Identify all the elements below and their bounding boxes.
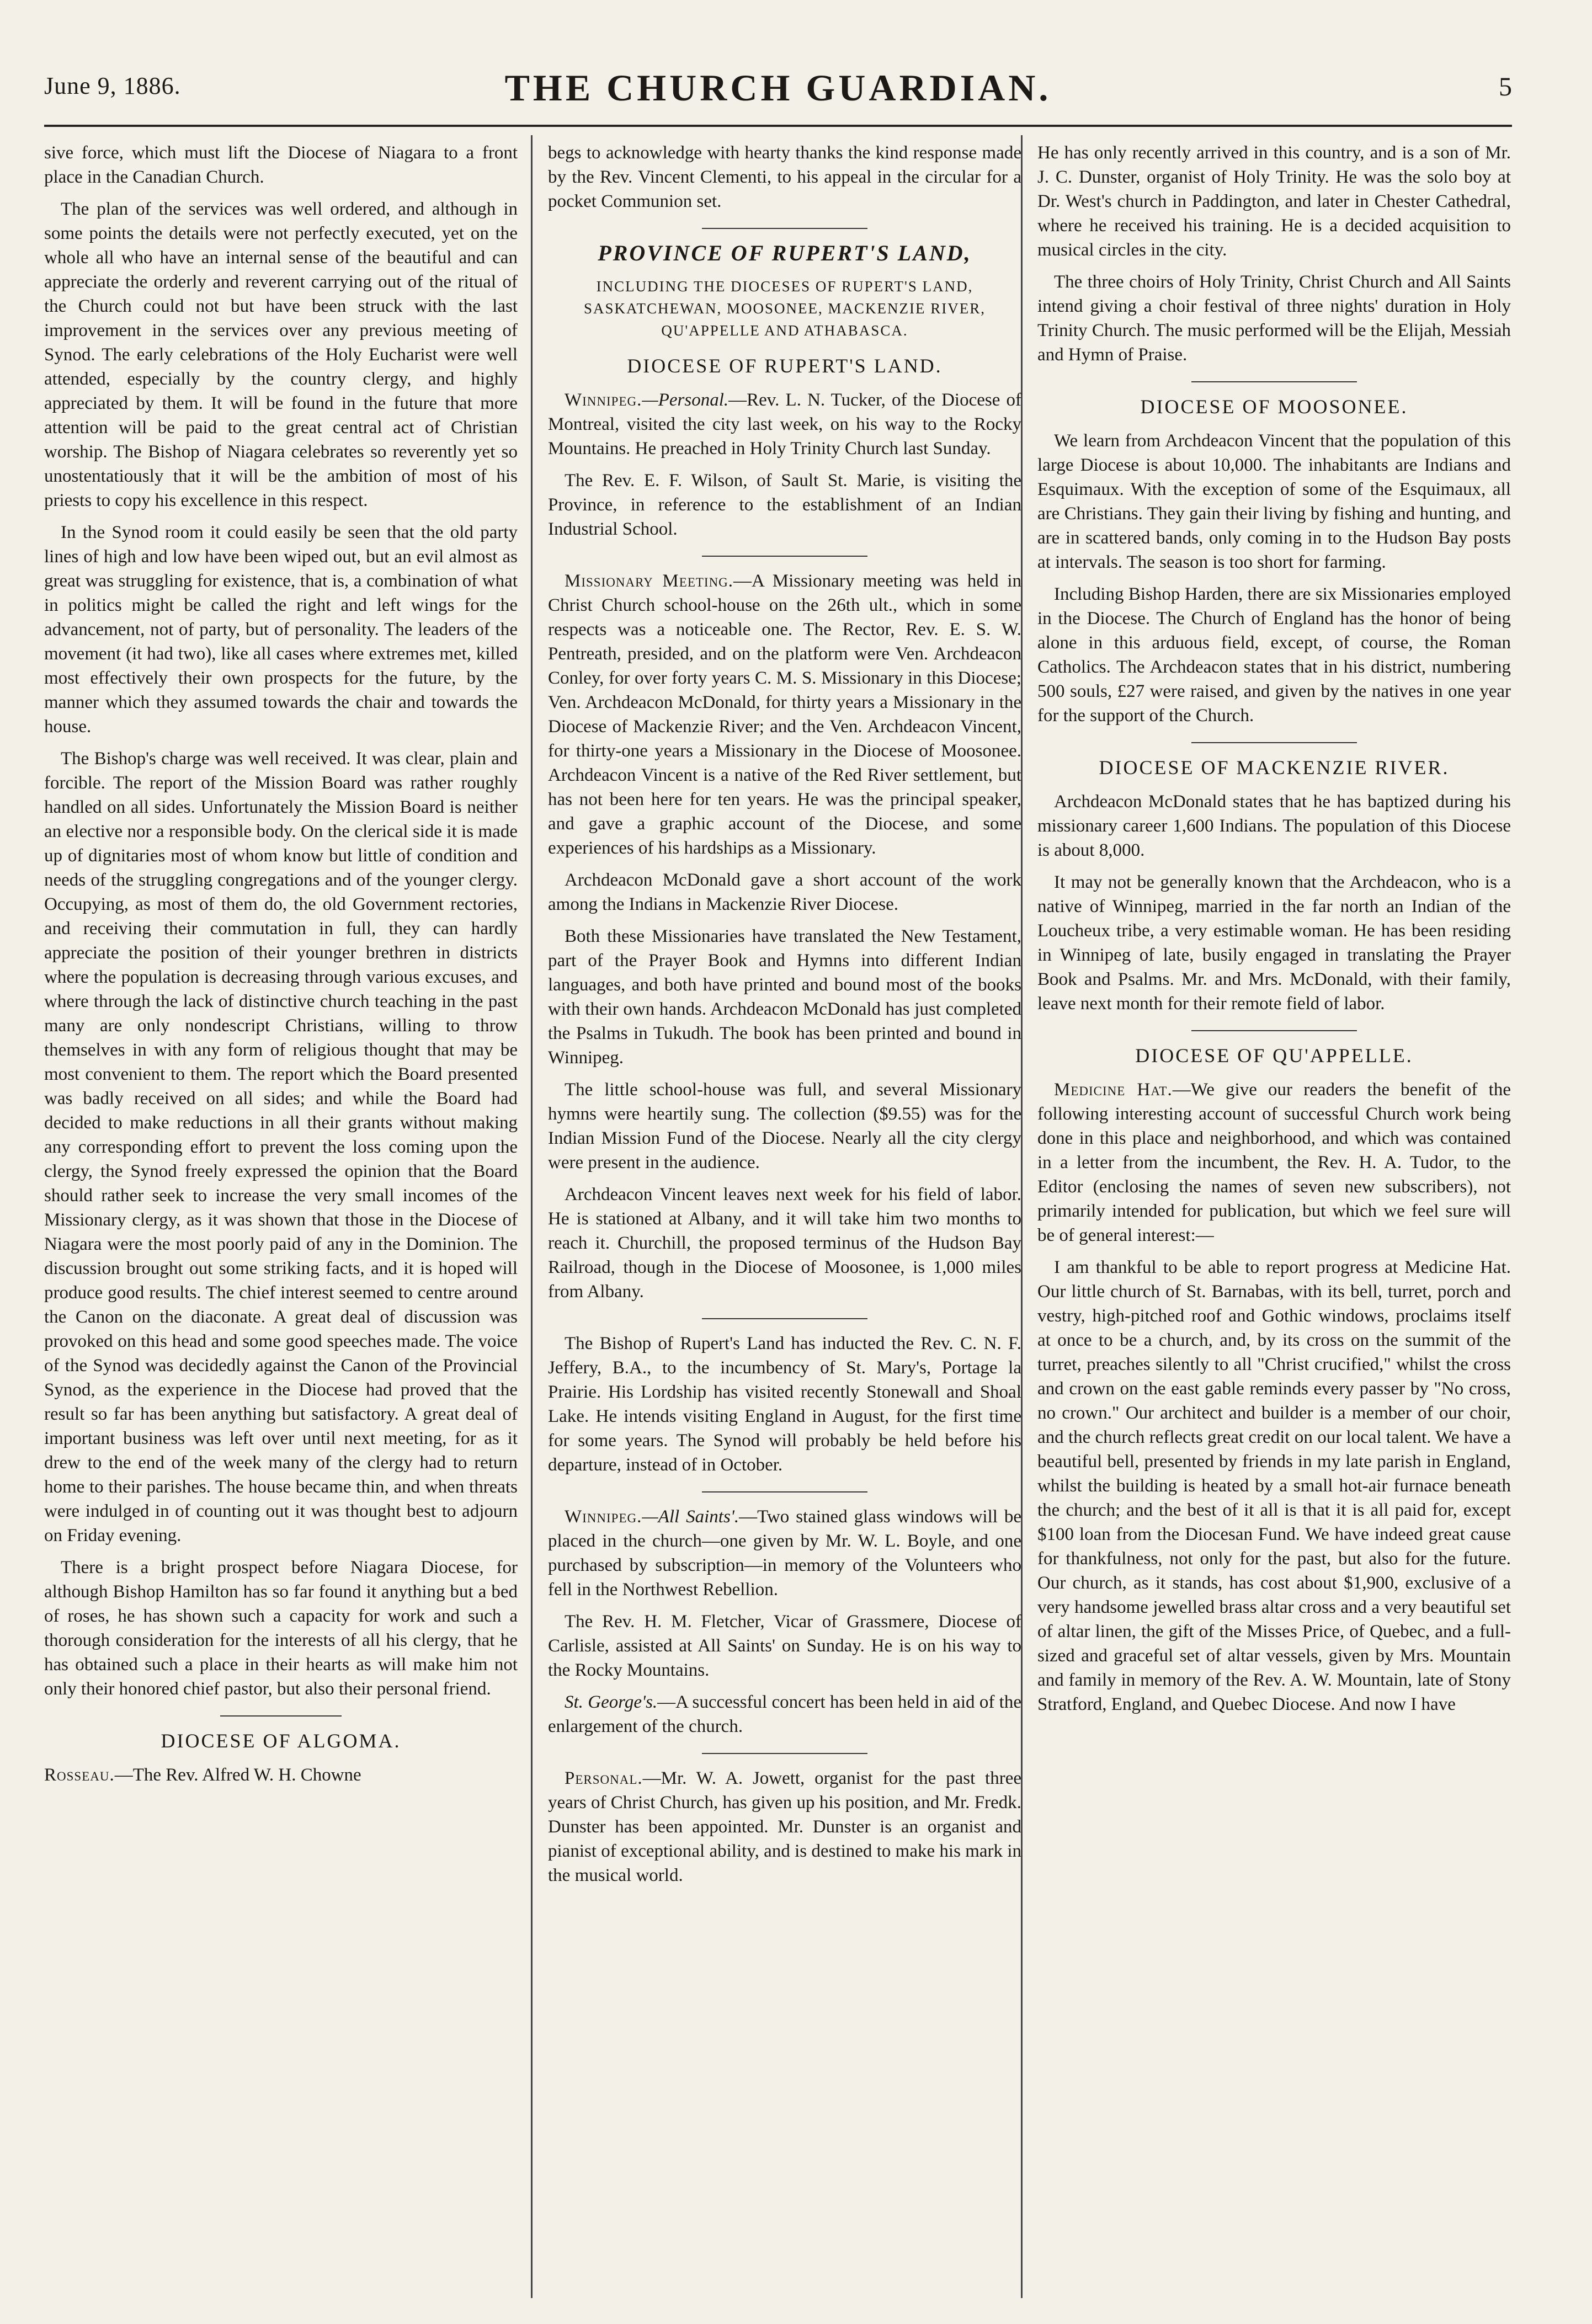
paragraph [44, 1763, 518, 1787]
paragraph [548, 388, 1021, 461]
column-3 [1037, 141, 1511, 2293]
heading-diocese-quappelle: DIOCESE OF QU'APPELLE. [1135, 1044, 1413, 1067]
section-divider [702, 1753, 867, 1754]
paragraph: The Rev. H. M. Fletcher, Vicar of Grassmere, Diocese of Carlisle, assisted at All Saints' on Sunday. He is on his way to the Rocky Mountains. [548, 1612, 1021, 1680]
paragraph [548, 1505, 1021, 1602]
paragraph-text: —We give our readers the benefit of the following interesting account of successful Church work being done in this place and neighborhood, and which was contained in a letter from the incumbent, the Rev. H. A. Tudor, to the Editor (enclosing the names of seven new subscribers), not primarily intended for publication, but which we feel sure will be of general interest:— [1037, 1080, 1511, 1245]
paragraph: Archdeacon Vincent leaves next week for his field of labor. He is stationed at Albany, and it will take him two months to reach it. Churchill, the proposed terminus of the Hudson Bay Railroad, though in the Diocese of Moosonee, is 1,000 miles from Albany. [548, 1185, 1021, 1302]
dateline: Missionary Meeting. [565, 571, 734, 591]
section-divider [1191, 1030, 1357, 1031]
dateline: Personal. [565, 1768, 643, 1788]
paragraph-text: —Rev. L. N. Tucker, of the Diocese of Montreal, visited the city last week, on his way to the Rocky Mountains. He preached in Holy Trinity Church last Sunday. [548, 390, 1021, 459]
subhead: —Personal. [642, 390, 729, 410]
paragraph: The little school-house was full, and several Missionary hymns were heartily sung. The collection ($9.55) was for the Indian Mission Fund of the Diocese. Nearly all the city clergy were present in the audience. [548, 1080, 1021, 1172]
dateline: Winnipeg. [565, 390, 642, 410]
paragraph: Archdeacon McDonald states that he has baptized during his missionary career 1,600 Indians. The population of this Diocese is about 8,000. [1037, 792, 1511, 860]
newspaper-title: THE CHURCH GUARDIAN. [504, 67, 1052, 109]
paragraph-text: —Mr. W. A. Jowett, organist for the past three years of Christ Church, has given up his position, and Mr. Fredk. Dunster has been appointed. Mr. Dunster is an organist and pianist of exceptional ability, and is destined to make his mark in the musical world. [548, 1768, 1021, 1885]
masthead [44, 66, 1512, 116]
paragraph: There is a bright prospect before Niagara Diocese, for although Bishop Hamilton has so far found it anything but a bed of roses, he has shown such a capacity for work and such a thorough consideration for the interests of all his clergy, that he has obtained such a place in their hearts as will make him not only their honored chief pastor, but also their personal friend. [44, 1558, 518, 1699]
section-divider [220, 1715, 342, 1717]
column-rule [531, 135, 533, 2298]
paragraph: begs to acknowledge with hearty thanks the kind response made by the Rev. Vincent Clementi, to his appeal in the circular for a pocket Communion set. [548, 143, 1021, 211]
paragraph: The Rev. E. F. Wilson, of Sault St. Marie, is visiting the Province, in reference to the establishment of an Indian Industrial School. [548, 471, 1021, 539]
heading-diocese-algoma: DIOCESE OF ALGOMA. [161, 1730, 401, 1752]
section-divider [1191, 742, 1357, 743]
section-divider [1191, 381, 1357, 382]
paragraph: I am thankful to be able to report progress at Medicine Hat. Our little church of St. Barnabas, with its bell, turret, porch and vestry, high-pitched roof and Gothic windows, proclaims itself at once to be a church, and, by its cross on the summit of the turret, preaches silently to all "Christ crucified," whilst the cross and crown on the east gable reminds every passer by "No cross, no crown." Our architect and builder is a member of our choir, and the church reflects great credit on our local talent. We have a beautiful bell, presented by friends in my late parish in England, whilst the building is heated by a small hot-air furnace beneath the church; and the best of it all is that it is all paid for, except $100 loan from the Diocesan Fund. We have indeed great cause for thankfulness, not only for the past, but also for the future. Our church, as it stands, has cost about $1,900, exclusive of a very handsome jewelled brass altar cross and a very beautiful set of altar linen, the gift of the Misses Price, of Quebec, and a full-sized and graceful set of altar vessels, given by Mrs. Mountain and family in memory of the Rev. A. W. Mountain, late of Stony Stratford, England, and Quebec Diocese. And now I have [1037, 1257, 1511, 1714]
paragraph: The three choirs of Holy Trinity, Christ Church and All Saints intend giving a choir festival of three nights' duration in Holy Trinity Church. The music performed will be the Elijah, Messiah and Hymn of Praise. [1037, 272, 1511, 365]
column-2 [548, 141, 1021, 2293]
paragraph-text: —A Missionary meeting was held in Christ Church school-house on the 26th ult., which in some respects was a noticeable one. The Rector, Rev. E. S. W. Pentreath, presided, and on the platform were Ven. Archdeacon Conley, for over forty years C. M. S. Missionary in this Diocese; Ven. Archdeacon McDonald, for thirty years a Missionary in the Diocese of Mackenzie River; and the Ven. Archdeacon Vincent, for thirty-one years a Missionary in the Diocese of Moosonee. Archdeacon Vincent is a native of the Red River settlement, but has not been here for ten years. He was the principal speaker, and gave a graphic account of the Diocese, and some experiences of his hardships as a Missionary. [548, 571, 1021, 858]
paragraph-text: —The Rev. Alfred W. H. Chowne [114, 1765, 361, 1785]
subhead: St. George's. [565, 1692, 658, 1712]
paragraph: In the Synod room it could easily be seen that the old party lines of high and low have been wiped out, but an evil almost as great was struggling for existence, that is, a combination of what in politics might be called the right and left wings for the advancement, not of party, but of personality. The leaders of the movement (it had two), like all cases where extremes met, killed most effectively their own prospects for the future, by the manner which they assumed towards the chair and towards the house. [44, 523, 518, 737]
heading-province-ruperts-land: PROVINCE OF RUPERT'S LAND, [598, 241, 972, 265]
issue-date: June 9, 1886. [44, 72, 181, 99]
section-divider [702, 228, 867, 229]
dateline: Winnipeg. [565, 1507, 642, 1527]
paragraph: He has only recently arrived in this country, and is a son of Mr. J. C. Dunster, organist of Holy Trinity. He was the solo boy at Dr. West's church in Paddington, and later in Chester Cathedral, where he received his training. He is a decided acquisition to musical circles in the city. [1037, 143, 1511, 260]
paragraph: The Bishop's charge was well received. It was clear, plain and forcible. The report of the Mission Board was rather roughly handled on all sides. Unfortunately the Mission Board is neither an elective nor a responsible body. On the clerical side it is made up of dignitaries most of whom know but little of condition and needs of the struggling congregations and of the younger clergy. Occupying, as most of them do, the old Government rectories, and receiving their commutation in full, they can hardly appreciate the position of their younger brethren in districts where the population is decreasing through various excuses, and where through the lack of distinctive church teaching in the past many are only nondescript Christians, willing to throw themselves in with any form of religious thought that may be most convenient to them. The report which the Board presented was badly received on all sides; and while the Board had decided to make reductions in all their grants without making any corresponding effort to prevent the loss coming upon the clergy, the Synod freely expressed the opinion that the Board should rather seek to increase the very small incomes of the Missionary clergy, as it was shown that those in the Diocese of Niagara were the most poorly paid of any in the Dominion. The discussion brought out some striking facts, and it is hoped will produce good results. The chief interest seemed to centre around the Canon on the diaconate. A great deal of discussion was provoked on this head and some good speeches made. The voice of the Synod was decidedly against the Canon of the Provincial Synod, as the experience in the Diocese had proved that the result so far has been anything but satisfactory. A great deal of important business was left over until next meeting, for as it drew to the end of the week many of the clergy had to return home to their parishes. The house became thin, and when threats were indulged in of counting out it was thought best to adjourn on Friday evening. [44, 749, 518, 1545]
paragraph: The Bishop of Rupert's Land has inducted the Rev. C. N. F. Jeffery, B.A., to the incumbency of St. Mary's, Portage la Prairie. His Lordship has visited recently Stonewall and Shoal Lake. He intends visiting England in August, for the first time for some years. The Synod will probably be held before his departure, instead of in October. [548, 1334, 1021, 1475]
heading-diocese-moosonee: DIOCESE OF MOOSONEE. [1140, 396, 1408, 418]
paragraph: The plan of the services was well ordered, and although in some points the details were not perfectly executed, yet on the whole all who have an internal sense of the beautiful and can appreciate the orderly and reverent carrying out of the ritual of the Church could not but have been struck with the last improvement in the services over any previous meeting of Synod. The early celebrations of the Holy Eucharist were well attended, especially by the country clergy, and highly appreciated by them. It will be found in the future that more attention will be paid to the great central act of Christian worship. The Bishop of Niagara celebrates so reverently yet so unostentatiously that it will be the ambition of most of his priests to copy his excellence in this respect. [44, 199, 518, 510]
paragraph-text: —A successful concert has been held in aid of the enlargement of the church. [548, 1692, 1021, 1736]
section-divider [702, 1318, 867, 1319]
page-number: 5 [1499, 72, 1512, 102]
paragraph: Including Bishop Harden, there are six Missionaries employed in the Diocese. The Church of England has the honor of being alone in this arduous field, except, of course, the Roman Catholics. The Archdeacon states that in his district, numbering 500 souls, £27 were raised, and given by the natives in one year for the support of the Church. [1037, 584, 1511, 726]
paragraph [548, 569, 1021, 860]
section-divider [702, 1491, 867, 1493]
section-divider [702, 556, 867, 557]
paragraph [1037, 1078, 1511, 1248]
paragraph: Archdeacon McDonald gave a short account of the work among the Indians in Mackenzie River Diocese. [548, 870, 1021, 914]
dateline: Medicine Hat. [1054, 1080, 1173, 1100]
paragraph: It may not be generally known that the Archdeacon, who is a native of Winnipeg, married in the far north an Indian of the Loucheux tribe, a very estimable woman. He has been residing in Winnipeg of late, busily engaged in translating the Prayer Book and Psalms. Mr. and Mrs. McDonald, with their family, leave next month for their remote field of labor. [1037, 872, 1511, 1014]
paragraph [548, 1690, 1021, 1739]
paragraph: We learn from Archdeacon Vincent that the population of this large Diocese is about 10,000. The inhabitants are Indians and Esquimaux. With the exception of some of the Esquimaux, all are Christians. They gain their living by fishing and hunting, and are in scattered bands, only coming in to the Hudson Bay posts at intervals. The season is too short for farming. [1037, 431, 1511, 572]
masthead-rule [44, 125, 1512, 127]
paragraph: sive force, which must lift the Diocese of Niagara to a front place in the Canadian Church. [44, 143, 518, 187]
heading-diocese-mackenzie-river: DIOCESE OF MACKENZIE RIVER. [1099, 756, 1450, 779]
paragraph [548, 1766, 1021, 1888]
province-subheading: INCLUDING THE DIOCESES OF RUPERT'S LAND, SASKATCHEWAN, MOOSONEE, MACKENZIE RIVER, QU'APPELLE AND ATHABASCA. [584, 278, 986, 339]
dateline: Rosseau. [44, 1765, 115, 1785]
heading-diocese-ruperts-land: DIOCESE OF RUPERT'S LAND. [627, 355, 943, 377]
subhead: —All Saints'. [642, 1507, 739, 1527]
column-1 [44, 141, 518, 2293]
paragraph: Both these Missionaries have translated the New Testament, part of the Prayer Book and Hymns into different Indian languages, and both have printed and bound most of the books with their own hands. Archdeacon McDonald has just completed the Psalms in Tukudh. The book has been printed and bound in Winnipeg. [548, 926, 1021, 1068]
paragraph-text: —Two stained glass windows will be placed in the church—one given by Mr. W. L. Boyle, and one purchased by subscription—in memory of the Volunteers who fell in the Northwest Rebellion. [548, 1507, 1021, 1600]
